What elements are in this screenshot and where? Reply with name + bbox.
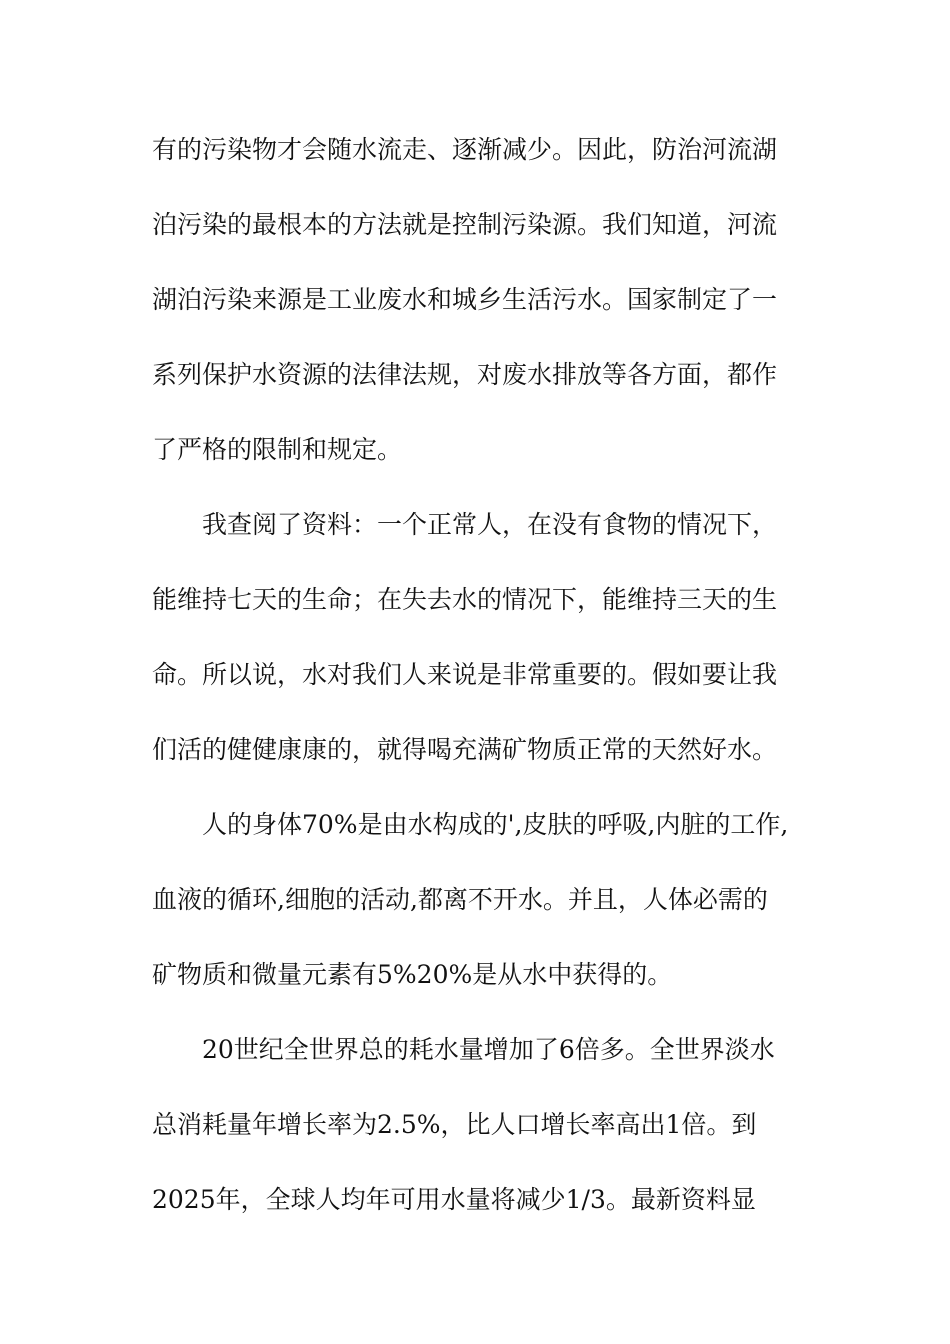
text-line: 总消耗量年增长率为2.5%，比人口增长率高出1倍。到: [152, 1110, 757, 1139]
text-line: 2025年，全球人均年可用水量将减少1/3。最新资料显: [152, 1185, 756, 1214]
text-line: 矿物质和微量元素有5%20%是从水中获得的。: [152, 960, 673, 989]
paragraph-first-line: 我查阅了资料：一个正常人，在没有食物的情况下，: [202, 510, 778, 539]
text-line: 泊污染的最根本的方法就是控制污染源。我们知道，河流: [152, 210, 778, 239]
paragraph-first-line: 人的身体70%是由水构成的',皮肤的呼吸,内脏的工作,: [202, 810, 789, 839]
text-line: 命。所以说，水对我们人来说是非常重要的。假如要让我: [152, 660, 778, 689]
paragraph-first-line: 20世纪全世界总的耗水量增加了6倍多。全世界淡水: [202, 1035, 775, 1064]
text-line: 了严格的限制和规定。: [152, 435, 403, 464]
text-line: 湖泊污染来源是工业废水和城乡生活污水。国家制定了一: [152, 285, 778, 314]
text-line: 能维持七天的生命；在失去水的情况下，能维持三天的生: [152, 585, 778, 614]
text-line: 有的污染物才会随水流走、逐渐减少。因此，防治河流湖: [152, 135, 778, 164]
text-line: 系列保护水资源的法律法规，对废水排放等各方面，都作: [152, 360, 778, 389]
text-line: 血液的循环,细胞的活动,都离不开水。并且，人体必需的: [152, 885, 768, 914]
text-line: 们活的健健康康的，就得喝充满矿物质正常的天然好水。: [152, 735, 778, 764]
